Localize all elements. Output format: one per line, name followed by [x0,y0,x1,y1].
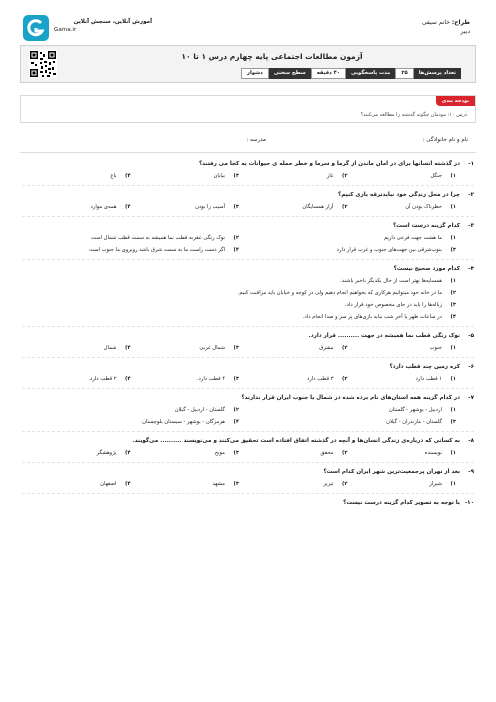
options-group [22,478,474,490]
question-number: ۲- [468,192,474,198]
option-2[interactable] [239,201,348,213]
option-number: ۳) [233,173,239,179]
option-number: ۲) [341,204,348,210]
question-header [22,263,474,275]
option-4[interactable] [22,478,131,490]
qr-code-icon [29,50,57,78]
option-number: ۲) [233,235,239,241]
options-group [22,342,474,354]
question-text: با توجه به تصویر کدام گزینه درست نیست؟ [343,500,460,506]
option-text: نویسنده [424,450,442,456]
option-number: ۱) [450,481,456,487]
options-group [22,170,474,182]
option-number: ۳) [233,376,239,382]
question-header [22,158,474,170]
option-1[interactable] [348,373,457,385]
question-number: ۹- [468,469,474,475]
option-1[interactable] [22,275,456,287]
option-text: هرمزگان - بوشهر - سیستان بلوچستان [142,419,225,425]
question-separator [22,357,474,358]
question-separator [22,462,474,463]
brand-logo-block[interactable] [22,14,152,44]
option-3[interactable] [22,299,456,311]
section-tag: بودجه بندی [436,96,475,106]
stat-duration-value: ۴۰ دقیقه [311,68,346,79]
question-separator [22,431,474,432]
option-number: ۲) [341,376,348,382]
option-3[interactable] [131,170,240,182]
option-3[interactable] [131,373,240,385]
options-group [22,201,474,213]
option-number: ۴) [124,204,131,210]
options-group [22,232,474,256]
question-7 [22,392,474,432]
option-text: گلستان - اردبیل - گیلان [174,407,225,413]
option-1[interactable] [348,342,457,354]
option-4[interactable] [22,373,131,385]
option-4[interactable] [22,170,131,182]
questions-list [22,158,474,509]
grade-label: دبیر [460,28,470,35]
option-number: ۴) [450,314,456,320]
question-text: در کدام گزینه همه استان‌های نام برده شده در شمال یا جنوب ایران قرار ندارند؟ [241,395,460,401]
option-3[interactable] [131,447,240,459]
question-text: در گذشته انسانها برای در امان ماندن از گرما و سرما و خطر حمله ی حیوانات به کجا می رفتند؟ [198,161,460,167]
option-text: جنگل [430,173,442,179]
question-number: ۵- [468,333,474,339]
stat-difficulty-label: سطح سختی [269,68,311,79]
option-text: بیابان [213,173,225,179]
options-group [22,373,474,385]
option-text: ۴ قطب دارد. [196,376,225,382]
option-number: ۱) [450,376,456,382]
option-text: جنوب [429,345,442,351]
question-3 [22,220,474,260]
option-number: ۳) [450,419,456,425]
option-3[interactable] [131,342,240,354]
school-field[interactable]: مدرسه : [246,137,266,143]
option-number: ۲) [341,450,348,456]
section-description: درس ۱۰: مودمان چگونه گذشته را مطالعه می‌کنند؟ [360,112,467,118]
option-2[interactable] [239,373,348,385]
stat-questions-label: تعداد پرسش‌ها [414,68,461,79]
question-header [22,330,474,342]
option-text: مشهد [212,481,225,487]
question-header [22,189,474,201]
question-separator [22,185,474,186]
option-number: ۲) [341,173,348,179]
option-number: ۴) [233,419,239,425]
option-number: ۴) [124,450,131,456]
option-text: ما هشت جهت فرعی داریم [383,235,442,241]
question-separator [22,388,474,389]
option-number: ۱) [450,235,456,241]
option-number: ۳) [450,247,456,253]
option-number: ۱) [450,345,456,351]
option-1[interactable] [348,478,457,490]
option-2[interactable] [239,447,348,459]
option-text: همسایه‌ها بهتر است از حال یکدیگر باخبر باشند. [340,278,442,284]
option-4[interactable] [22,447,131,459]
option-1[interactable] [348,447,457,459]
option-text: آسیب زا بودن [195,204,225,210]
option-text: شیراز [429,481,442,487]
option-4[interactable] [22,201,131,213]
question-6 [22,361,474,389]
question-10 [22,497,474,509]
exam-header [20,45,476,83]
option-number: ۳) [233,345,239,351]
option-2[interactable] [22,287,456,299]
author-block [422,18,470,36]
option-3[interactable] [131,478,240,490]
option-number: ۱) [450,407,456,413]
option-text: خطرناک بودن آن [405,204,442,210]
option-text: اگر دست راست ما به سمت شرق باشد روبروی ما جنوب است [89,247,225,253]
option-text: ۱ قطب دارد [415,376,442,382]
question-header [22,361,474,373]
option-text: زباله‌ها را باید در جای مخصوص خود قرار داد. [345,302,442,308]
question-separator [22,326,474,327]
option-number: ۱) [450,204,456,210]
question-text: کدام مورد صحیح نیست؟ [393,266,460,272]
gama-logo-icon [22,14,50,42]
option-2[interactable] [22,232,239,244]
stat-duration-label: مدت پاسخگویی [346,68,395,79]
option-text: همه‌ی موارد [90,204,117,210]
option-text: شمال [103,345,117,351]
option-2[interactable] [239,170,348,182]
question-header [22,497,474,509]
question-header [22,220,474,232]
option-number: ۴) [124,376,131,382]
question-number: ۱۰- [464,500,474,506]
top-bar [20,8,476,44]
question-4 [22,263,474,327]
option-text: نوک رنگی عقربه قطب نما همیشه به سمت قطب شمال است [91,235,225,241]
question-text: نوک رنگی قطب نما همیشه در جهت .......... قرار دارد. [308,333,460,339]
question-5 [22,330,474,358]
question-separator [22,216,474,217]
option-text: اردبیل - بوشهر - گلستان [388,407,442,413]
question-9 [22,466,474,494]
option-number: ۴) [124,345,131,351]
question-number: ۳- [468,223,474,229]
question-2 [22,189,474,217]
options-group [22,404,474,428]
options-group [22,447,474,459]
option-text: شمال غربی [199,345,225,351]
question-text: بعد از تهران پرجمعیت‌ترین شهر ایران کدام است؟ [323,469,460,475]
option-3[interactable] [131,201,240,213]
option-4[interactable] [22,244,239,256]
question-number: ۸- [468,438,474,444]
option-number: ۲) [450,290,456,296]
author-label: طراح: [451,19,470,26]
student-fields [20,137,476,147]
option-number: ۴) [124,481,131,487]
option-4[interactable] [22,342,131,354]
option-number: ۱) [450,173,456,179]
author-name: خانم سیفی [421,19,450,26]
question-text: کدام گزینه درست است؟ [393,223,460,229]
option-text: ۳ قطب دارد [307,376,334,382]
option-text: گلستان - مازندران - گیلان [386,419,442,425]
question-separator [22,493,474,494]
option-number: ۲) [233,407,239,413]
option-4[interactable] [22,311,456,323]
question-number: ۶- [468,364,474,370]
divider [20,152,476,153]
question-header [22,435,474,447]
option-text: بنوب‌شرقی بین جهت‌های جنوب و غرب قرار دارد [336,247,442,253]
option-text: مشرق [319,345,334,351]
option-text: ما در خانه خود میتوانیم هرکاری که بخواهیم انجام دهیم ولی در کوچه و خیابان باید مراقبت کنیم. [237,290,442,296]
question-text: کره زمین چند قطب دارد؟ [389,364,460,370]
question-number: ۱- [468,161,474,167]
question-1 [22,158,474,186]
option-text: اصفهان [100,481,117,487]
brand-tagline: آموزش آنلاین، سنجش آنلاین [73,19,152,25]
student-name-field[interactable]: نام و نام خانوادگی : [422,137,468,143]
option-text: آزار همسایگان [302,204,334,210]
question-separator [22,259,474,260]
option-number: ۴) [124,173,131,179]
option-text: غار [326,173,334,179]
option-2[interactable] [239,342,348,354]
option-3[interactable] [239,416,456,428]
question-header [22,392,474,404]
option-number: ۲) [341,345,348,351]
brand-site: Gama.ir [54,27,77,33]
stat-questions-value: ۲۵ [395,68,413,79]
option-number: ۱) [450,278,456,284]
question-number: ۴- [468,266,474,272]
exam-stats [241,68,461,79]
question-text: به کسانی که درباره‌ی زندگی انسان‌ها و آنچه در گذشته اتفاق افتاده است تحقیق می‌کنند و می‌نویسند .......... می‌گویند. [132,438,460,444]
budget-section [20,95,476,123]
option-1[interactable] [348,170,457,182]
question-number: ۷- [468,395,474,401]
option-number: ۱) [450,450,456,456]
question-header [22,466,474,478]
option-text: موبخ [214,450,225,456]
option-4[interactable] [22,416,239,428]
option-1[interactable] [348,201,457,213]
option-number: ۳) [450,302,456,308]
option-text: ۲ قطب دارد. [88,376,117,382]
stat-difficulty-value: دشوار [241,68,269,79]
exam-title: آزمون مطالعات اجتماعی پایه چهارم درس ۱ تا ۱۰ [181,52,363,61]
option-text: باغ [110,173,117,179]
option-text: محقق [320,450,334,456]
option-number: ۳) [233,481,239,487]
option-text: تبریز [323,481,334,487]
option-3[interactable] [239,244,456,256]
option-2[interactable] [239,478,348,490]
option-text: در ساعات ظهر یا آخر شب نباید بازی‌های پر سر و صدا انجام داد. [302,314,442,320]
option-number: ۳) [233,450,239,456]
options-group [22,275,474,323]
option-number: ۳) [233,204,239,210]
option-1[interactable] [239,232,456,244]
option-number: ۴) [233,247,239,253]
option-text: پژوهشگر [96,450,117,456]
option-2[interactable] [22,404,239,416]
question-8 [22,435,474,463]
option-number: ۲) [341,481,348,487]
question-text: چرا در محل زندگی خود نباید‌ترقه بازی کنیم؟ [338,192,460,198]
option-1[interactable] [239,404,456,416]
